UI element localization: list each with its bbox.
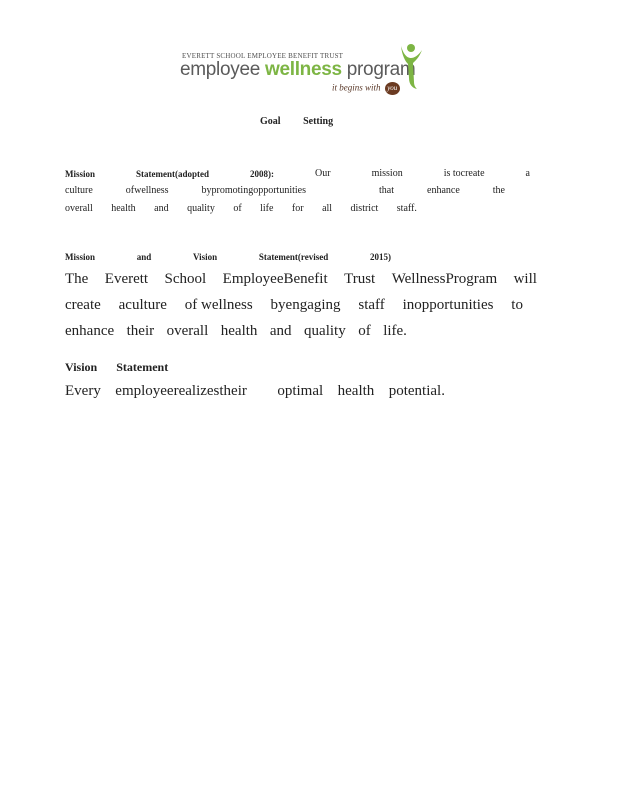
word: health [220, 323, 258, 339]
heading-word-setting: Setting [303, 116, 334, 127]
word: Mission [65, 252, 96, 262]
mission-2008-line-1 [65, 165, 530, 183]
word: life. [383, 323, 407, 339]
mission-2015-line-3 [65, 323, 407, 340]
word: ofwellness [125, 185, 169, 196]
mission-2008-line-2 [65, 182, 505, 200]
logo-word-wellness: wellness [264, 59, 342, 80]
vision-statement-line [65, 383, 445, 400]
person-figure-icon [398, 42, 424, 90]
word: life [260, 203, 274, 214]
word: enhance [427, 185, 460, 196]
word: Everett [104, 271, 149, 287]
logo-word-employee: employee [180, 59, 260, 80]
word: of wellness [184, 297, 253, 313]
word: the [492, 185, 505, 196]
word: Statement [116, 360, 169, 374]
word: The [65, 271, 89, 287]
word: culture [65, 185, 93, 196]
mission-2015-label [65, 252, 391, 262]
word: optimal [277, 383, 324, 399]
mission-2008-label-year: 2008): [250, 169, 275, 179]
word: district [350, 203, 379, 214]
word: School [164, 271, 207, 287]
logo-you-badge: you [385, 82, 400, 95]
word: a [525, 168, 530, 179]
logo-word-program: program [346, 59, 416, 80]
word: potential. [388, 383, 445, 399]
vision-statement-label [65, 360, 168, 375]
word: of [233, 203, 242, 214]
word: of [358, 323, 371, 339]
mission-2008-label-statement: Statement(adopted [136, 169, 210, 179]
word: will [513, 271, 537, 287]
word: staff. [396, 203, 417, 214]
word: and [136, 252, 152, 262]
word: employeerealizestheir [115, 383, 247, 399]
word: health [337, 383, 375, 399]
logo-wordmark [180, 59, 415, 81]
word: for [291, 203, 304, 214]
word: staff [358, 297, 385, 313]
word: their [126, 323, 155, 339]
word: overall [166, 323, 209, 339]
word: Vision [193, 252, 218, 262]
mission-2015-line-1 [65, 271, 537, 288]
word: overall [65, 203, 93, 214]
word: 2015) [369, 252, 391, 262]
wellness-program-logo [180, 42, 430, 97]
word: health [111, 203, 136, 214]
logo-tagline [332, 82, 400, 95]
word: all [322, 203, 333, 214]
page-heading [260, 116, 333, 127]
heading-word-goal: Goal [260, 116, 281, 127]
word: WellnessProgram [391, 271, 498, 287]
mission-2008-line-3 [65, 200, 417, 218]
word: mission [371, 168, 403, 179]
mission-2008-label-mission: Mission [65, 169, 96, 179]
word: byengaging [270, 297, 341, 313]
word: Vision [65, 360, 98, 374]
word: to [511, 297, 523, 313]
word: Statement(revised [258, 252, 329, 262]
word: enhance [65, 323, 115, 339]
word: Every [65, 383, 101, 399]
word: and [154, 203, 169, 214]
word: and [269, 323, 292, 339]
word: bypromotingopportunities [201, 185, 306, 196]
word: Trust [344, 271, 376, 287]
word: EmployeeBenefit [222, 271, 328, 287]
logo-org-name: EVERETT SCHOOL EMPLOYEE BENEFIT TRUST [182, 52, 344, 60]
logo-tagline-text: it begins with [332, 82, 381, 93]
word: that [379, 185, 394, 196]
word: quality [304, 323, 346, 339]
word: Our [315, 168, 331, 179]
word: is tocreate [443, 168, 485, 179]
word: aculture [118, 297, 167, 313]
word: create [65, 297, 101, 313]
word: inopportunities [402, 297, 494, 313]
word: quality [187, 203, 215, 214]
mission-2015-line-2 [65, 297, 523, 314]
